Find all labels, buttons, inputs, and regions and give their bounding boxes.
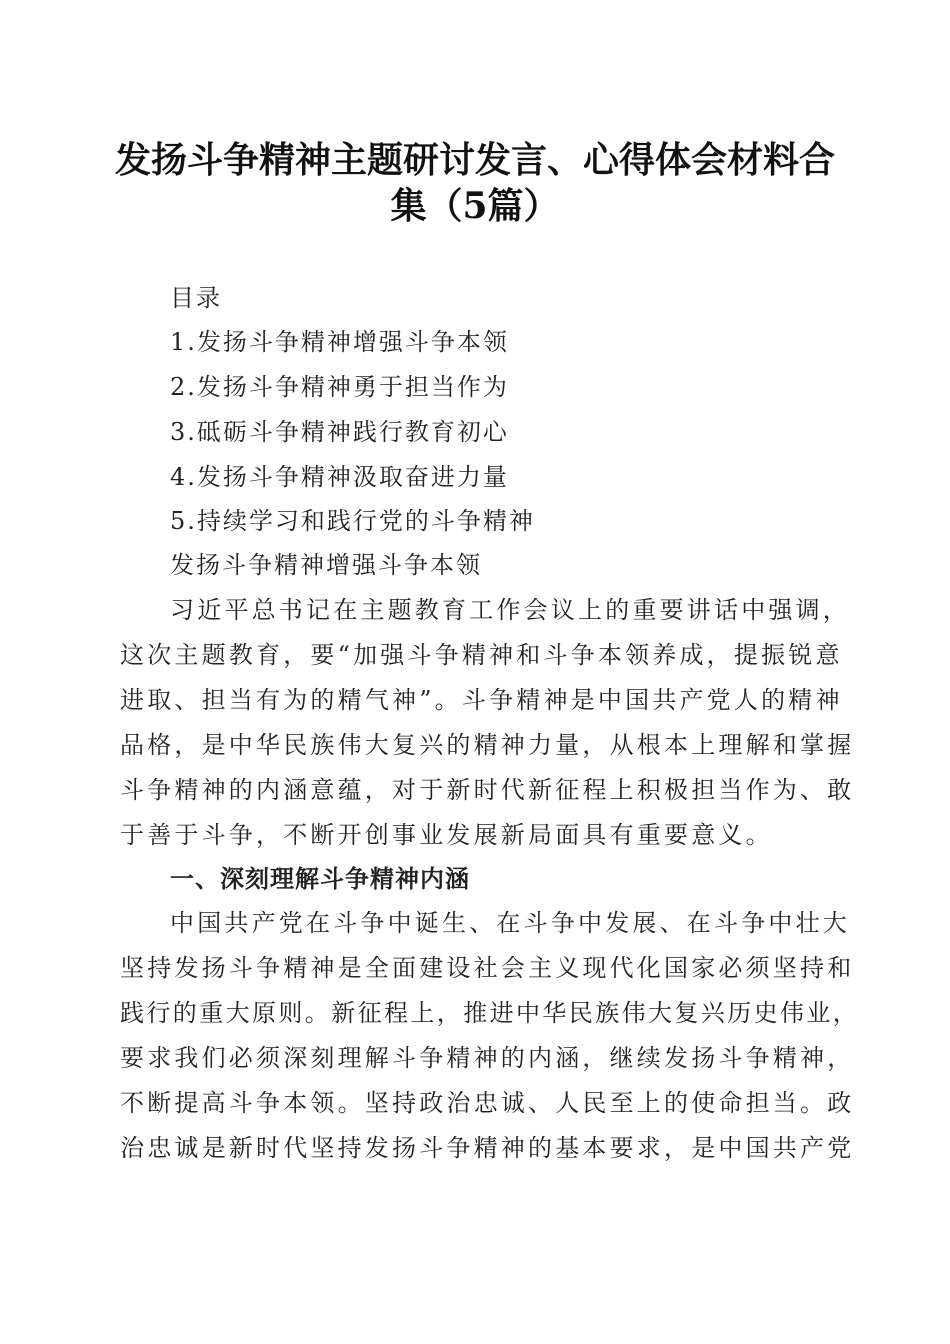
paragraph-line: 于善于斗争，不断开创事业发展新局面具有重要意义。 — [120, 821, 773, 849]
toc-item: 2.发扬斗争精神勇于担当作为 — [170, 373, 509, 401]
paragraph-line: 中国共产党在斗争中诞生、在斗争中发展、在斗争中壮大 — [170, 909, 850, 937]
document-title-line-1: 发扬斗争精神主题研讨发言、心得体会材料合 — [114, 139, 835, 181]
toc-item: 1.发扬斗争精神增强斗争本领 — [170, 328, 509, 356]
document-title-line-2: 集（5篇） — [390, 185, 560, 227]
paragraph-line: 进取、担当有为的精气神”。斗争精神是中国共产党人的精神 — [120, 686, 843, 714]
toc-item: 3.砥砺斗争精神践行教育初心 — [170, 418, 509, 446]
paragraph-line: 这次主题教育，要“加强斗争精神和斗争本领养成，提振锐意 — [120, 641, 843, 669]
section-heading: 一、深刻理解斗争精神内涵 — [170, 865, 470, 893]
toc-item: 5.持续学习和践行党的斗争精神 — [170, 507, 535, 535]
paragraph-line: 践行的重大原则。新征程上，推进中华民族伟大复兴历史伟业， — [120, 999, 860, 1027]
paragraph-line: 习近平总书记在主题教育工作会议上的重要讲话中强调， — [170, 596, 850, 624]
toc-heading: 目录 — [170, 284, 222, 312]
paragraph-line: 治忠诚是新时代坚持发扬斗争精神的基本要求，是中国共产党 — [120, 1134, 855, 1162]
paragraph-line: 要求我们必须深刻理解斗争精神的内涵，继续发扬斗争精神， — [120, 1044, 855, 1072]
article-title: 发扬斗争精神增强斗争本领 — [170, 551, 482, 579]
paragraph-line: 坚持发扬斗争精神是全面建设社会主义现代化国家必须坚持和 — [120, 954, 855, 982]
paragraph-line: 不断提高斗争本领。坚持政治忠诚、人民至上的使命担当。政 — [120, 1089, 855, 1117]
paragraph-line: 品格，是中华民族伟大复兴的精神力量，从根本上理解和掌握 — [120, 731, 855, 759]
paragraph-line: 斗争精神的内涵意蕴，对于新时代新征程上积极担当作为、敢 — [120, 776, 855, 804]
toc-item: 4.发扬斗争精神汲取奋进力量 — [170, 463, 509, 491]
